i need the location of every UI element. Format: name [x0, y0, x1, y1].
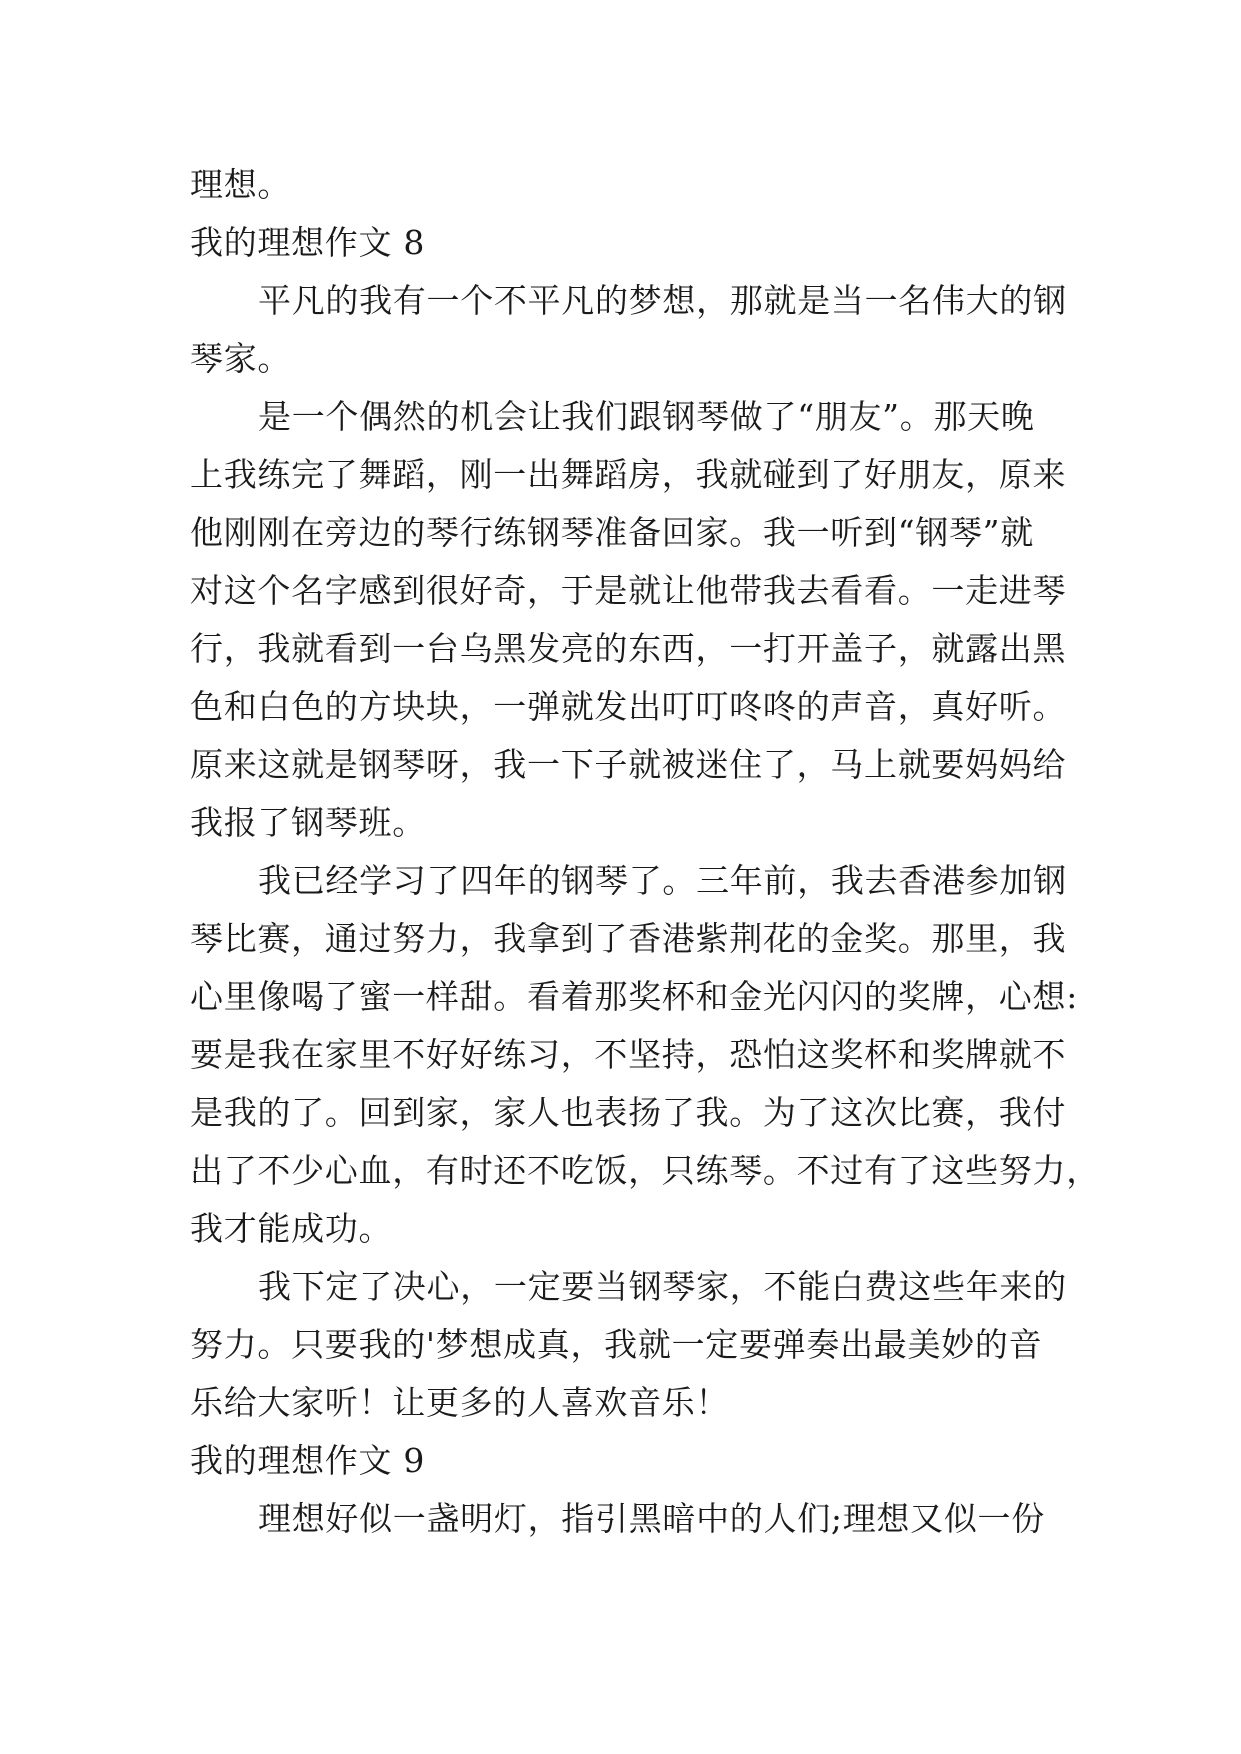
text-line: 我报了钢琴班。: [190, 803, 426, 842]
text-line: 原来这就是钢琴呀，我一下子就被迷住了，马上就要妈妈给: [190, 745, 1067, 784]
text-line: 要是我在家里不好好练习，不坚持，恐怕这奖杯和奖牌就不: [190, 1035, 1067, 1074]
text-line: 上我练完了舞蹈，刚一出舞蹈房，我就碰到了好朋友，原来: [190, 455, 1067, 494]
document-body: [190, 156, 1100, 1548]
section-heading: 我的理想作文 9: [190, 1441, 426, 1480]
text-line: 心里像喝了蜜一样甜。看着那奖杯和金光闪闪的奖牌，心想:: [190, 977, 1079, 1016]
text-line: 色和白色的方块块，一弹就发出叮叮咚咚的声音，真好听。: [190, 687, 1067, 726]
text-line: 对这个名字感到很好奇，于是就让他带我去看看。一走进琴: [190, 571, 1067, 610]
text-line: 是我的了。回到家，家人也表扬了我。为了这次比赛，我付: [190, 1093, 1067, 1132]
text-line: 出了不少心血，有时还不吃饭，只练琴。不过有了这些努力，: [190, 1151, 1100, 1190]
text-line: 琴比赛，通过努力，我拿到了香港紫荆花的金奖。那里，我: [190, 919, 1067, 958]
section-heading: 我的理想作文 8: [190, 223, 426, 262]
text-line: 理想好似一盏明灯，指引黑暗中的人们;理想又似一份: [258, 1499, 1045, 1538]
text-line: 我才能成功。: [190, 1209, 393, 1248]
text-line: 他刚刚在旁边的琴行练钢琴准备回家。我一听到“钢琴”就: [190, 513, 1034, 552]
text-line: 行，我就看到一台乌黑发亮的东西，一打开盖子，就露出黑: [190, 629, 1067, 668]
text-line: 我已经学习了四年的钢琴了。三年前，我去香港参加钢: [258, 861, 1067, 900]
text-line: 平凡的我有一个不平凡的梦想，那就是当一名伟大的钢: [258, 281, 1067, 320]
text-line: 努力。只要我的'梦想成真，我就一定要弹奏出最美妙的音: [190, 1325, 1043, 1364]
text-line: 是一个偶然的机会让我们跟钢琴做了“朋友”。那天晚: [258, 397, 1035, 436]
text-line: 乐给大家听！让更多的人喜欢音乐！: [190, 1383, 730, 1422]
text-line: 理想。: [190, 165, 292, 204]
text-line: 我下定了决心，一定要当钢琴家，不能白费这些年来的: [258, 1267, 1067, 1306]
text-line: 琴家。: [190, 339, 292, 378]
